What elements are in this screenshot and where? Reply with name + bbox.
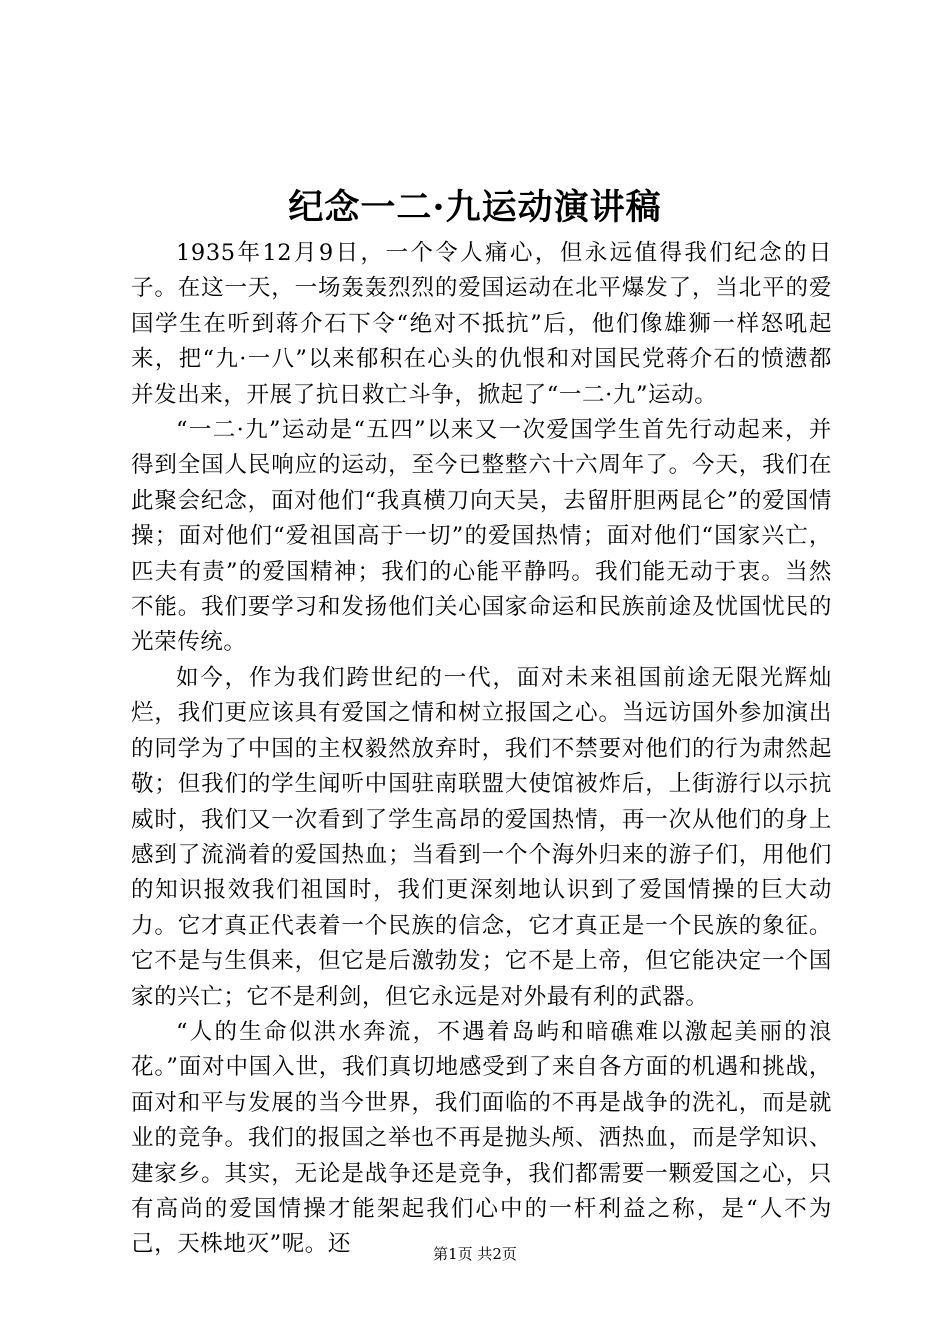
document-body: [131, 236, 832, 1263]
document-title: 纪念一二·九运动演讲稿: [288, 187, 662, 228]
paragraph: 如今，作为我们跨世纪的一代，面对未来祖国前途无限光辉灿烂，我们更应该具有爱国之情和树立报国之心。当远访国外参加演出的同学为了中国的主权毅然放弃时，我们不禁要对他们的行为肃然起敬；但我们的学生闻听中国驻南联盟大使馆被炸后，上街游行以示抗威时，我们又一次看到了学生高昂的爱国热情，再一次从他们的身上感到了流淌着的爱国热血；当看到一个个海外归来的游子们，用他们的知识报效我们祖国时，我们更深刻地认识到了爱国情操的巨大动力。它才真正代表着一个民族的信念，它才真正是一个民族的象征。它不是与生俱来，但它是后激勃发；它不是上帝，但它能决定一个国家的兴亡；它不是利剑，但它永远是对外最有利的武器。: [131, 664, 832, 1010]
page-number-footer: 第1页 共2页: [433, 1245, 517, 1263]
paragraph: “一二·九”运动是“五四”以来又一次爱国学生首先行动起来，并得到全国人民响应的运动，至今已整整六十六周年了。今天，我们在此聚会纪念，面对他们“我真横刀向天吴，去留肝胆两昆仑”的爱国情操；面对他们“爱祖国高于一切”的爱国热情；面对他们“国家兴亡，匹夫有责”的爱国精神；我们的心能平静吗。我们能无动于衷。当然不能。我们要学习和发扬他们关心国家命运和民族前途及忧国忧民的光荣传统。: [131, 417, 832, 656]
paragraph: “人的生命似洪水奔流，不遇着岛屿和暗礁难以激起美丽的浪花。”面对中国入世，我们真切地感受到了来自各方面的机遇和挑战，面对和平与发展的当今世界，我们面临的不再是战争的洗礼，而是就业的竞争。我们的报国之举也不再是抛头颅、洒热血，而是学知识、建家乡。其实，无论是战争还是竞争，我们都需要一颗爱国之心，只有高尚的爱国情操才能架起我们心中的一杆利益之称，是“人不为己，天株地灭”呢。还: [131, 1018, 832, 1258]
paragraph: 1935年12月9日，一个令人痛心，但永远值得我们纪念的日子。在这一天，一场轰轰烈烈的爱国运动在北平爆发了，当北平的爱国学生在听到蒋介石下令“绝对不抵抗”后，他们像雄狮一样怒吼起来，把“九·一八”以来郁积在心头的仇恨和对国民党蒋介石的愤懑都并发出来，开展了抗日救亡斗争，掀起了“一二·九”运动。: [131, 240, 832, 408]
